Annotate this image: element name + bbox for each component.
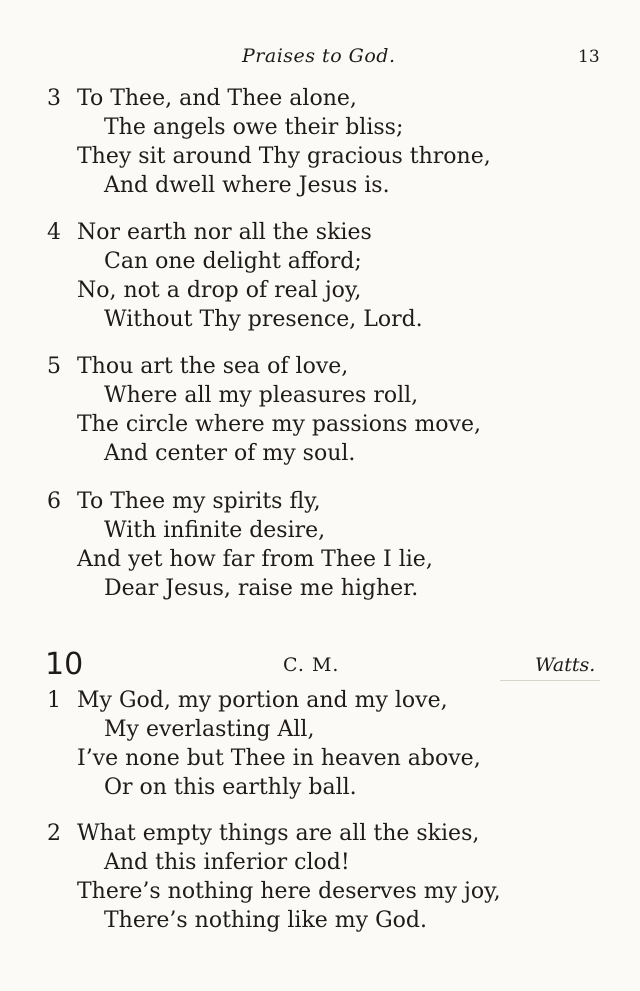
stanza-line: There’s nothing like my God. (104, 908, 427, 933)
stanza-line: And dwell where Jesus is. (104, 173, 390, 198)
page-number: 13 (578, 47, 600, 67)
stanza-line: To Thee, and Thee alone, (77, 86, 357, 111)
stanza-line: And yet how far from Thee I lie, (77, 547, 433, 572)
stanza-number: 1 (47, 688, 61, 713)
hymn-meter: C. M. (283, 654, 340, 676)
stanza-line: What empty things are all the skies, (77, 821, 480, 846)
stanza-number: 5 (47, 354, 61, 379)
stanza-line: Dear Jesus, raise me higher. (104, 576, 419, 601)
stanza-number: 3 (47, 86, 61, 111)
stanza-line: And this inferior clod! (104, 850, 350, 875)
stanza-line: Without Thy presence, Lord. (104, 307, 423, 332)
stanza-line: I’ve none but Thee in heaven above, (77, 746, 481, 771)
stanza-line: No, not a drop of real joy, (77, 278, 362, 303)
stanza-line: Where all my pleasures roll, (104, 383, 419, 408)
stanza-line: Can one delight afford; (104, 249, 362, 274)
stanza-line: With infinite desire, (104, 518, 326, 543)
hymn-number: 10 (45, 647, 84, 682)
running-title: Praises to God. (242, 45, 396, 67)
stanza-line: The angels owe their bliss; (104, 115, 404, 140)
stanza-line: There’s nothing here deserves my joy, (77, 879, 501, 904)
stanza-line: My everlasting All, (104, 717, 315, 742)
stanza-line: Thou art the sea of love, (77, 354, 349, 379)
stanza-line: They sit around Thy gracious throne, (77, 144, 491, 169)
stanza-line: My God, my portion and my love, (77, 688, 448, 713)
stanza-line: To Thee my spirits fly, (77, 489, 321, 514)
hymn-heading (0, 648, 640, 684)
stanza-number: 4 (47, 220, 61, 245)
hymn-author: Watts. (535, 654, 596, 676)
stanza-number: 6 (47, 489, 61, 514)
running-head (0, 45, 640, 75)
stanza-number: 2 (47, 821, 61, 846)
divider (500, 680, 600, 681)
stanza-line: Nor earth nor all the skies (77, 220, 372, 245)
stanza-line: Or on this earthly ball. (104, 775, 357, 800)
stanza-line: The circle where my passions move, (77, 412, 481, 437)
stanza-line: And center of my soul. (104, 441, 356, 466)
